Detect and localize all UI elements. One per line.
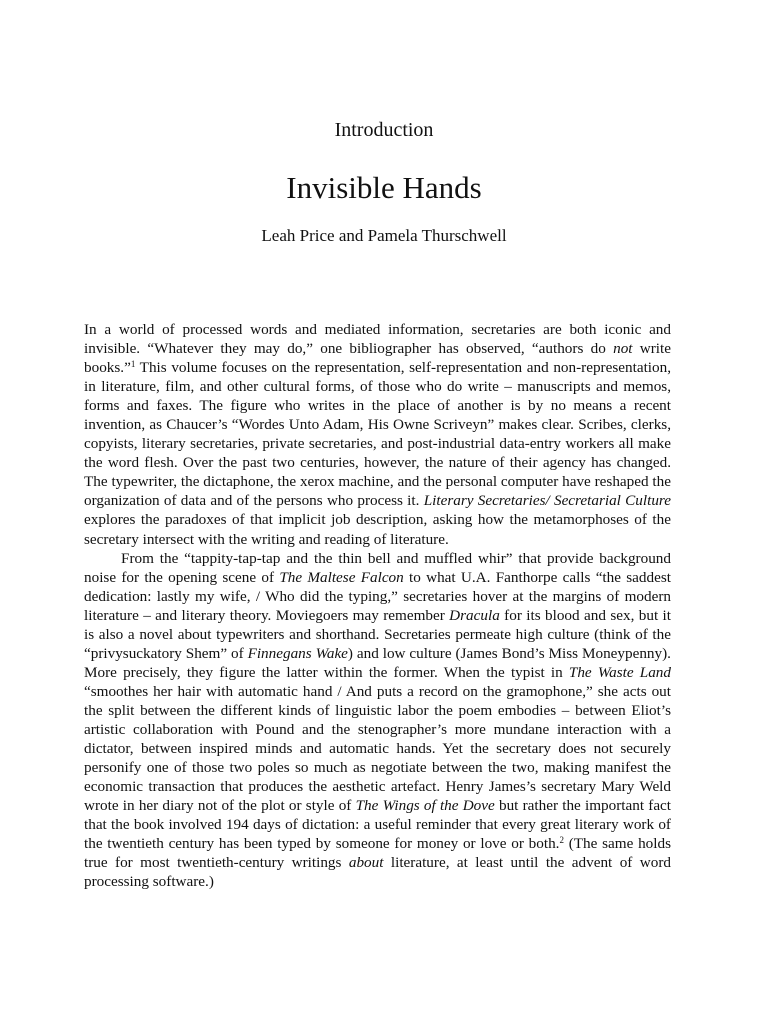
paragraph-2 <box>84 549 671 892</box>
text-run: write books.” <box>84 340 671 377</box>
text-run: This volume focuses on the representation, self-representation and non-representation, in literature, film, and other cultural forms, of those who do write – manuscripts and memos, forms and faxes. The figure who writes in the place of another is by no means a recent invention, as Chaucer’s “Wordes Unto Adam, His Owne Scriveyn” makes clear. Scribes, clerks, copyists, literary secretaries, private secretaries, and post-industrial data-entry workers all make the word flesh. Over the past two centuries, however, the nature of their agency has changed. The typewriter, the dictaphone, the xerox machine, and the personal computer have reshaped the organization of data and of the persons who process it. <box>84 359 671 510</box>
paragraph-1 <box>84 320 671 549</box>
text-run: literature, at least until the advent of word processing software.) <box>84 854 671 891</box>
text-run: “smoothes her hair with automatic hand / And puts a record on the gramophone,” she acts out the split between the different kinds of linguistic labor the poem embodies – between Eliot’s artistic collaboration with Pound and the stenographer’s more mundane interaction with a dictator, between inspired minds and automatic hands. Yet the secretary does not securely personify one of those two poles so much as negotiate between the two, making manifest the economic transaction that produces the aesthetic artefact. Henry James’s secretary Mary Weld wrote in her diary not of the plot or style of <box>84 682 671 815</box>
text-run: ) and low culture (James Bond’s Miss Moneypenny). More precisely, they figure the latter within the former. When the typist in <box>84 644 671 681</box>
chapter-title: Invisible Hands <box>286 170 482 205</box>
footnote-marker: 2 <box>559 835 564 846</box>
italic-text: not <box>613 340 633 358</box>
chapter-label: Introduction <box>334 119 434 141</box>
italic-text: The Wings of the Dove <box>355 797 495 815</box>
italic-text: Literary Secretaries/ Secretarial Culture <box>423 492 671 510</box>
footnote-marker: 1 <box>130 359 136 370</box>
text-run: In a world of processed words and mediated information, secretaries are both iconic and invisible. “Whatever they may do,” one bibliographer has observed, “authors do <box>84 321 671 358</box>
text-run: to what U.A. Fanthorpe calls “the saddest dedication: lastly my wife, / Who did the typing,” secretaries hover at the margins of modern literature – and literary theory. Moviegoers may remember <box>84 568 671 624</box>
chapter-authors: Leah Price and Pamela Thurschwell <box>261 226 507 245</box>
text-run: explores the paradoxes of that implicit job description, asking how the metamorphoses of the secretary intersect with the writing and reading of literature. <box>84 511 671 548</box>
text-run: for its blood and sex, but it is also a novel about typewriters and shorthand. Secretaries permeate high culture (think of the “privysuckatory Shem” of <box>84 606 671 662</box>
italic-text: The Waste Land <box>568 663 671 681</box>
italic-text: Dracula <box>449 606 500 624</box>
italic-text: about <box>348 854 384 872</box>
italic-text: Finnegans Wake <box>247 644 348 662</box>
italic-text: The Maltese Falcon <box>279 568 404 586</box>
text-run: From the “tappity-tap-tap and the thin bell and muffled whir” that provide background noise for the opening scene of <box>84 549 671 586</box>
text-run: but rather the important fact that the book involved 194 days of dictation: a useful reminder that every great literary work of the twentieth century has been typed by someone for money or love or both. <box>84 797 672 853</box>
text-run: (The same holds true for most twentieth-century writings <box>84 835 671 872</box>
body-text <box>84 320 671 891</box>
